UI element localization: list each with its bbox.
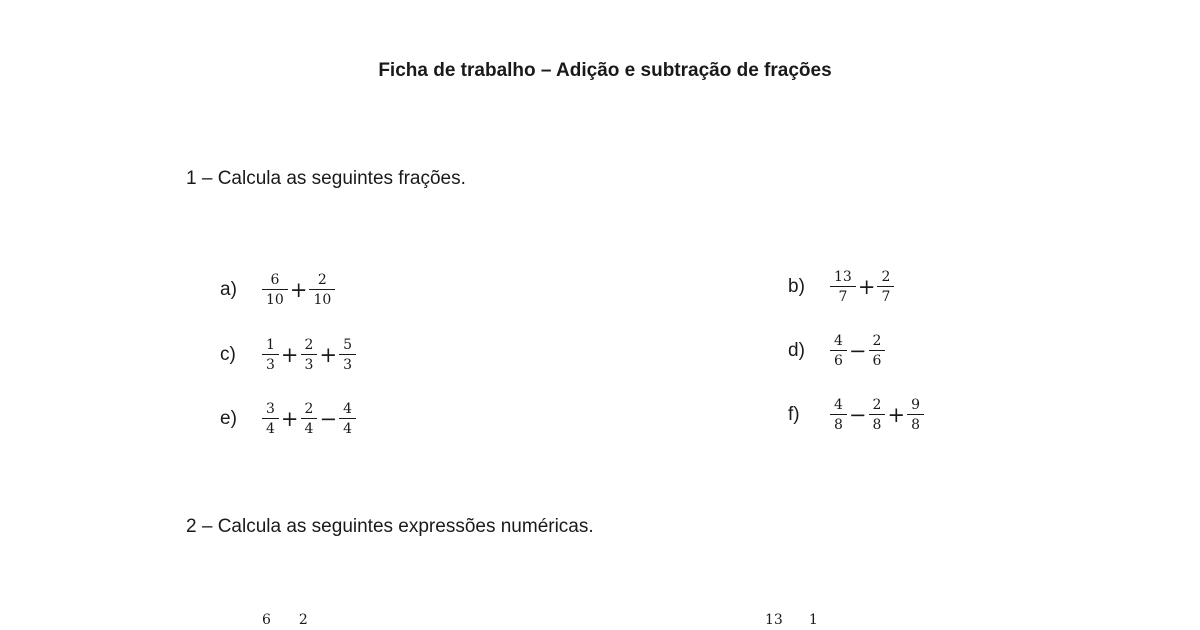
exercise-label: e) — [220, 408, 237, 429]
denominator: 10 — [313, 292, 332, 308]
exercise-label: b) — [788, 276, 805, 297]
fraction — [311, 273, 333, 307]
fraction — [871, 334, 884, 368]
fraction — [832, 270, 854, 304]
denominator: 6 — [872, 353, 882, 369]
numerator: 3 — [262, 402, 279, 419]
numerator: 2 — [869, 334, 886, 351]
operator: − — [848, 403, 867, 427]
fraction — [264, 338, 277, 372]
numerator: 9 — [907, 398, 924, 415]
denominator: 7 — [838, 289, 848, 305]
denominator: 3 — [266, 357, 275, 373]
numerator: 4 — [339, 402, 356, 419]
operator: − — [319, 407, 338, 431]
operator: + — [280, 407, 299, 431]
numerator: 2 — [869, 398, 886, 415]
denominator: 8 — [911, 417, 920, 433]
numerator: 4 — [830, 334, 847, 351]
numerator: 1 — [262, 338, 279, 355]
partial-expression-left — [262, 612, 308, 628]
fraction — [264, 402, 277, 436]
denominator: 4 — [343, 421, 352, 437]
fraction — [879, 270, 892, 304]
exercise-label: c) — [220, 344, 236, 365]
fraction-expression — [830, 398, 924, 432]
fraction — [264, 273, 286, 307]
denominator: 8 — [872, 417, 882, 433]
partial-expression-right — [765, 612, 818, 628]
question-2-heading: 2 – Calcula as seguintes expressões numéricas. — [186, 516, 594, 537]
numerator: 4 — [830, 398, 847, 415]
exercise-d — [788, 328, 885, 374]
operator: − — [848, 339, 867, 363]
partial-number: 6 — [262, 612, 271, 628]
operator: + — [857, 275, 876, 299]
fraction-expression — [830, 334, 885, 368]
denominator: 4 — [266, 421, 275, 437]
fraction — [832, 334, 845, 368]
numerator: 2 — [301, 338, 318, 355]
partial-number: 13 — [765, 612, 783, 628]
exercise-b — [788, 264, 894, 310]
denominator: 8 — [834, 417, 843, 433]
fraction — [909, 398, 922, 432]
numerator: 13 — [830, 270, 856, 287]
denominator: 3 — [343, 357, 352, 373]
numerator: 2 — [877, 270, 894, 287]
exercise-label: d) — [788, 340, 805, 361]
partial-number: 1 — [808, 612, 818, 628]
numerator: 2 — [301, 402, 318, 419]
fraction — [341, 338, 354, 372]
denominator: 7 — [881, 289, 891, 305]
exercise-a — [220, 267, 335, 313]
fraction-expression — [830, 270, 894, 304]
exercise-label: f) — [788, 404, 800, 425]
exercise-e — [220, 396, 356, 442]
exercise-c — [220, 332, 356, 378]
exercise-f — [788, 392, 924, 438]
operator: + — [319, 343, 338, 367]
fraction — [871, 398, 884, 432]
denominator: 6 — [834, 353, 843, 369]
exercise-label: a) — [220, 279, 237, 300]
fraction — [832, 398, 845, 432]
partial-number: 2 — [298, 612, 308, 628]
fraction — [303, 402, 316, 436]
fraction-expression — [262, 338, 356, 372]
operator: + — [280, 343, 299, 367]
operator: + — [887, 403, 906, 427]
page-title: Ficha de trabalho – Adição e subtração de frações — [378, 60, 832, 81]
fraction-expression — [262, 273, 335, 307]
denominator: 3 — [304, 357, 314, 373]
operator: + — [289, 278, 308, 302]
denominator: 10 — [266, 292, 284, 308]
denominator: 4 — [304, 421, 314, 437]
numerator: 5 — [339, 338, 356, 355]
numerator: 2 — [309, 273, 335, 290]
fraction-expression — [262, 402, 356, 436]
fraction — [303, 338, 316, 372]
question-1-heading: 1 – Calcula as seguintes frações. — [186, 168, 466, 189]
numerator: 6 — [262, 273, 288, 290]
fraction — [341, 402, 354, 436]
